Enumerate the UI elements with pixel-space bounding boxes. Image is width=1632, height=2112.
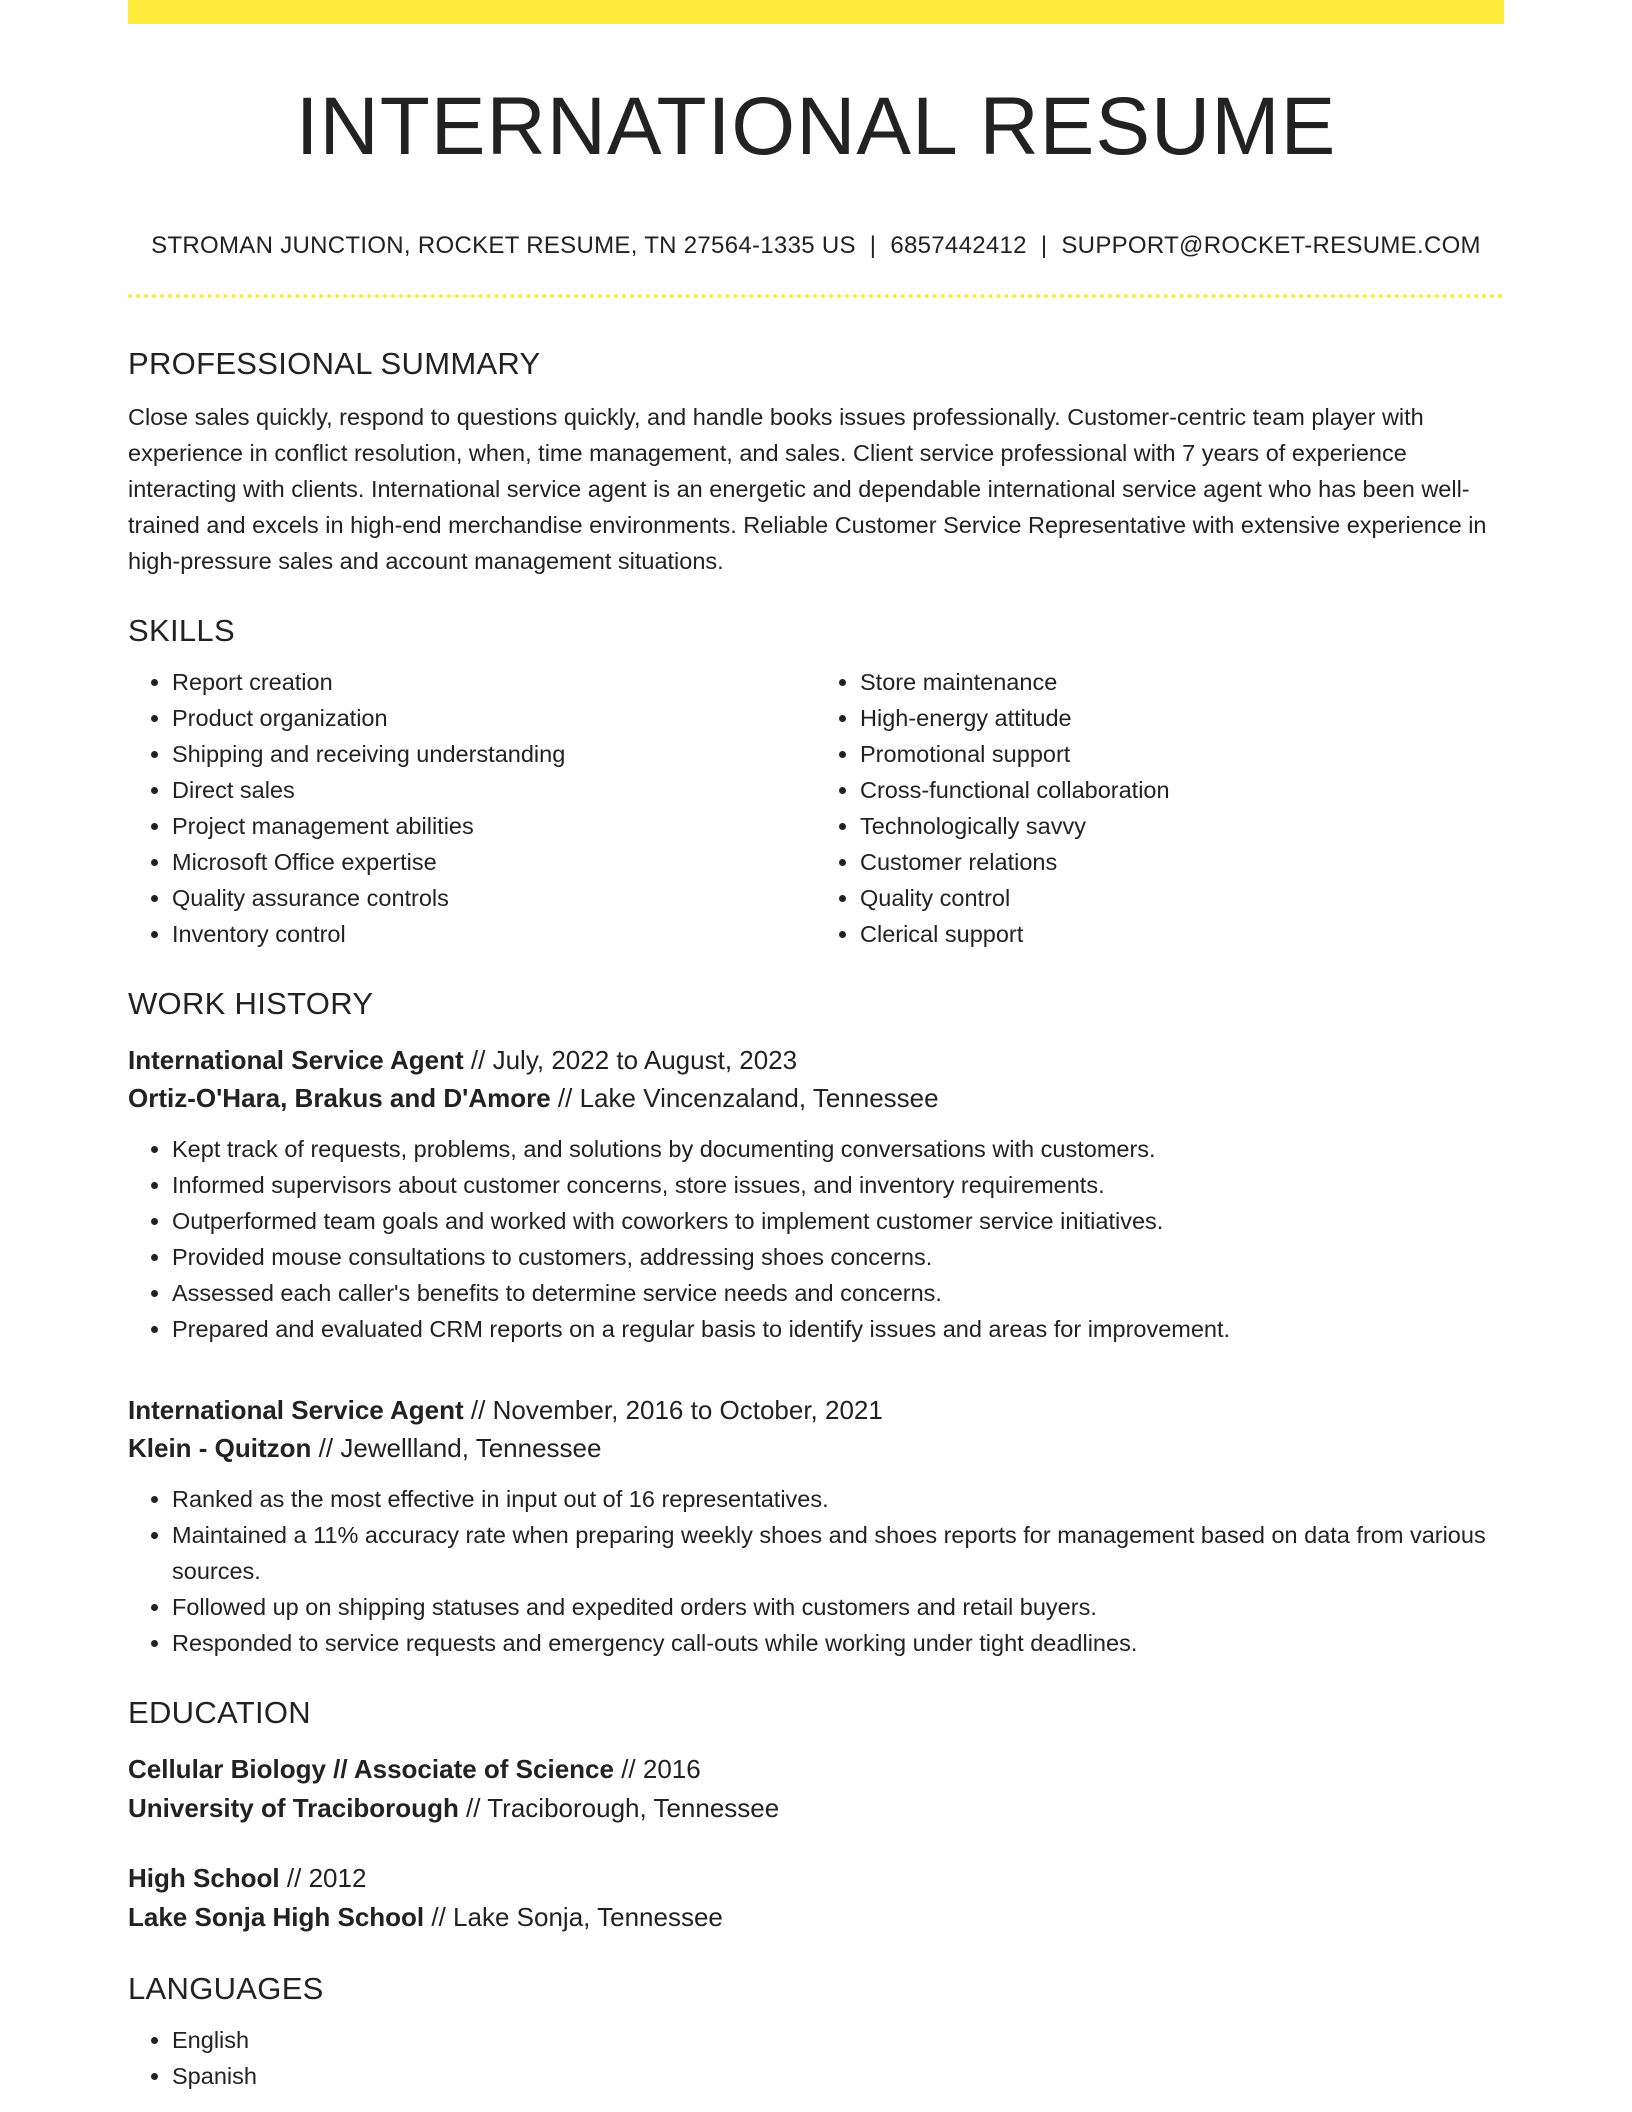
skill-item: • Store maintenance [860, 664, 1504, 700]
skills-columns [128, 664, 1504, 952]
languages-list [128, 2022, 1504, 2094]
education-school-line [128, 1898, 1504, 1937]
contact-line [128, 234, 1504, 258]
education-school: University of Traciborough [128, 1793, 459, 1823]
job-title: International Service Agent [128, 1395, 464, 1425]
skill-item: • High-energy attitude [860, 700, 1504, 736]
section-heading: LANGUAGES [128, 1971, 324, 2006]
education-degree-line [128, 1750, 1504, 1789]
contact-email[interactable]: SUPPORT@ROCKET-RESUME.COM [1061, 232, 1481, 259]
section-heading: PROFESSIONAL SUMMARY [128, 346, 541, 381]
job-bullets [128, 1481, 1504, 1661]
job-title-line [128, 1041, 1504, 1079]
job-dates: // July, 2022 to August, 2023 [463, 1045, 798, 1075]
job-bullets [128, 1131, 1504, 1347]
education-year: // 2016 [613, 1754, 701, 1784]
summary-section [128, 348, 1504, 579]
education-school: Lake Sonja High School [128, 1902, 425, 1932]
skill-item: • Report creation [172, 664, 816, 700]
job-title: International Service Agent [128, 1045, 464, 1075]
skill-item: • Quality control [860, 880, 1504, 916]
accent-bar [128, 0, 1504, 24]
summary-text: Close sales quickly, respond to questions quickly, and handle books issues professionally. Customer-centric team player with experience in conflict resolution, when, time management, and sales. Client service professional with 7 years of experience interacting with clients. International service agent is an energetic and dependable international service agent who has been well-trained and excels in high-end merchandise environments. Reliable Customer Service Representative with extensive experience in high-pressure sales and account management situations. [128, 404, 1487, 574]
job-bullet: • Outperformed team goals and worked with coworkers to implement customer service initiatives. [172, 1203, 1504, 1239]
job-entry [128, 1391, 1504, 1661]
dotted-divider [128, 294, 1504, 298]
languages-section [128, 1973, 1504, 2094]
contact-separator: | [869, 232, 877, 259]
education-location: // Traciborough, Tennessee [458, 1793, 780, 1823]
skills-left-list [128, 664, 816, 952]
section-heading: EDUCATION [128, 1695, 311, 1730]
skill-item: • Customer relations [860, 844, 1504, 880]
education-year: // 2012 [279, 1863, 367, 1893]
job-company-line [128, 1429, 1504, 1467]
job-title-line [128, 1391, 1504, 1429]
education-entry [128, 1859, 1504, 1937]
contact-separator: | [1040, 232, 1048, 259]
section-heading: SKILLS [128, 613, 235, 648]
skill-item: • Direct sales [172, 772, 816, 808]
job-company: Ortiz-O'Hara, Brakus and D'Amore [128, 1083, 551, 1113]
language-item: • English [172, 2022, 1504, 2058]
skill-item: • Microsoft Office expertise [172, 844, 816, 880]
education-degree-line [128, 1859, 1504, 1898]
skills-right-list [816, 664, 1504, 952]
job-bullet: • Kept track of requests, problems, and solutions by documenting conversations with customers. [172, 1131, 1504, 1167]
skill-item: • Inventory control [172, 916, 816, 952]
job-bullet: • Provided mouse consultations to customers, addressing shoes concerns. [172, 1239, 1504, 1275]
job-location: // Lake Vincenzaland, Tennessee [550, 1083, 939, 1113]
job-company-line [128, 1079, 1504, 1117]
skill-item: • Shipping and receiving understanding [172, 736, 816, 772]
skill-item: • Quality assurance controls [172, 880, 816, 916]
job-company: Klein - Quitzon [128, 1433, 312, 1463]
education-degree: Cellular Biology // Associate of Science [128, 1754, 614, 1784]
contact-phone: 6857442412 [890, 232, 1027, 259]
skill-item: • Project management abilities [172, 808, 816, 844]
job-bullet: • Responded to service requests and emergency call-outs while working under tight deadlines. [172, 1625, 1504, 1661]
job-location: // Jewellland, Tennessee [311, 1433, 602, 1463]
work-history-section [128, 988, 1504, 1661]
job-dates: // November, 2016 to October, 2021 [463, 1395, 883, 1425]
education-school-line [128, 1789, 1504, 1828]
job-entry [128, 1041, 1504, 1347]
skill-item: • Technologically savvy [860, 808, 1504, 844]
job-bullet: • Prepared and evaluated CRM reports on a regular basis to identify issues and areas for improvement. [172, 1311, 1504, 1347]
education-entry [128, 1750, 1504, 1828]
education-degree: High School [128, 1863, 280, 1893]
job-bullet: • Maintained a 11% accuracy rate when preparing weekly shoes and shoes reports for management based on data from various sources. [172, 1517, 1504, 1589]
job-bullet: • Assessed each caller's benefits to determine service needs and concerns. [172, 1275, 1504, 1311]
job-bullet: • Ranked as the most effective in input out of 16 representatives. [172, 1481, 1504, 1517]
skill-item: • Clerical support [860, 916, 1504, 952]
skill-item: • Product organization [172, 700, 816, 736]
job-bullet: • Followed up on shipping statuses and expedited orders with customers and retail buyers. [172, 1589, 1504, 1625]
contact-address: STROMAN JUNCTION, ROCKET RESUME, TN 27564-1335 US [151, 232, 856, 259]
section-heading: WORK HISTORY [128, 986, 374, 1021]
education-location: // Lake Sonja, Tennessee [424, 1902, 723, 1932]
resume-title: INTERNATIONAL RESUME [295, 81, 1337, 172]
education-section [128, 1697, 1504, 1937]
resume-page [128, 0, 1504, 2094]
job-bullet: • Informed supervisors about customer concerns, store issues, and inventory requirements. [172, 1167, 1504, 1203]
skill-item: • Promotional support [860, 736, 1504, 772]
skill-item: • Cross-functional collaboration [860, 772, 1504, 808]
language-item: • Spanish [172, 2058, 1504, 2094]
skills-section [128, 615, 1504, 952]
